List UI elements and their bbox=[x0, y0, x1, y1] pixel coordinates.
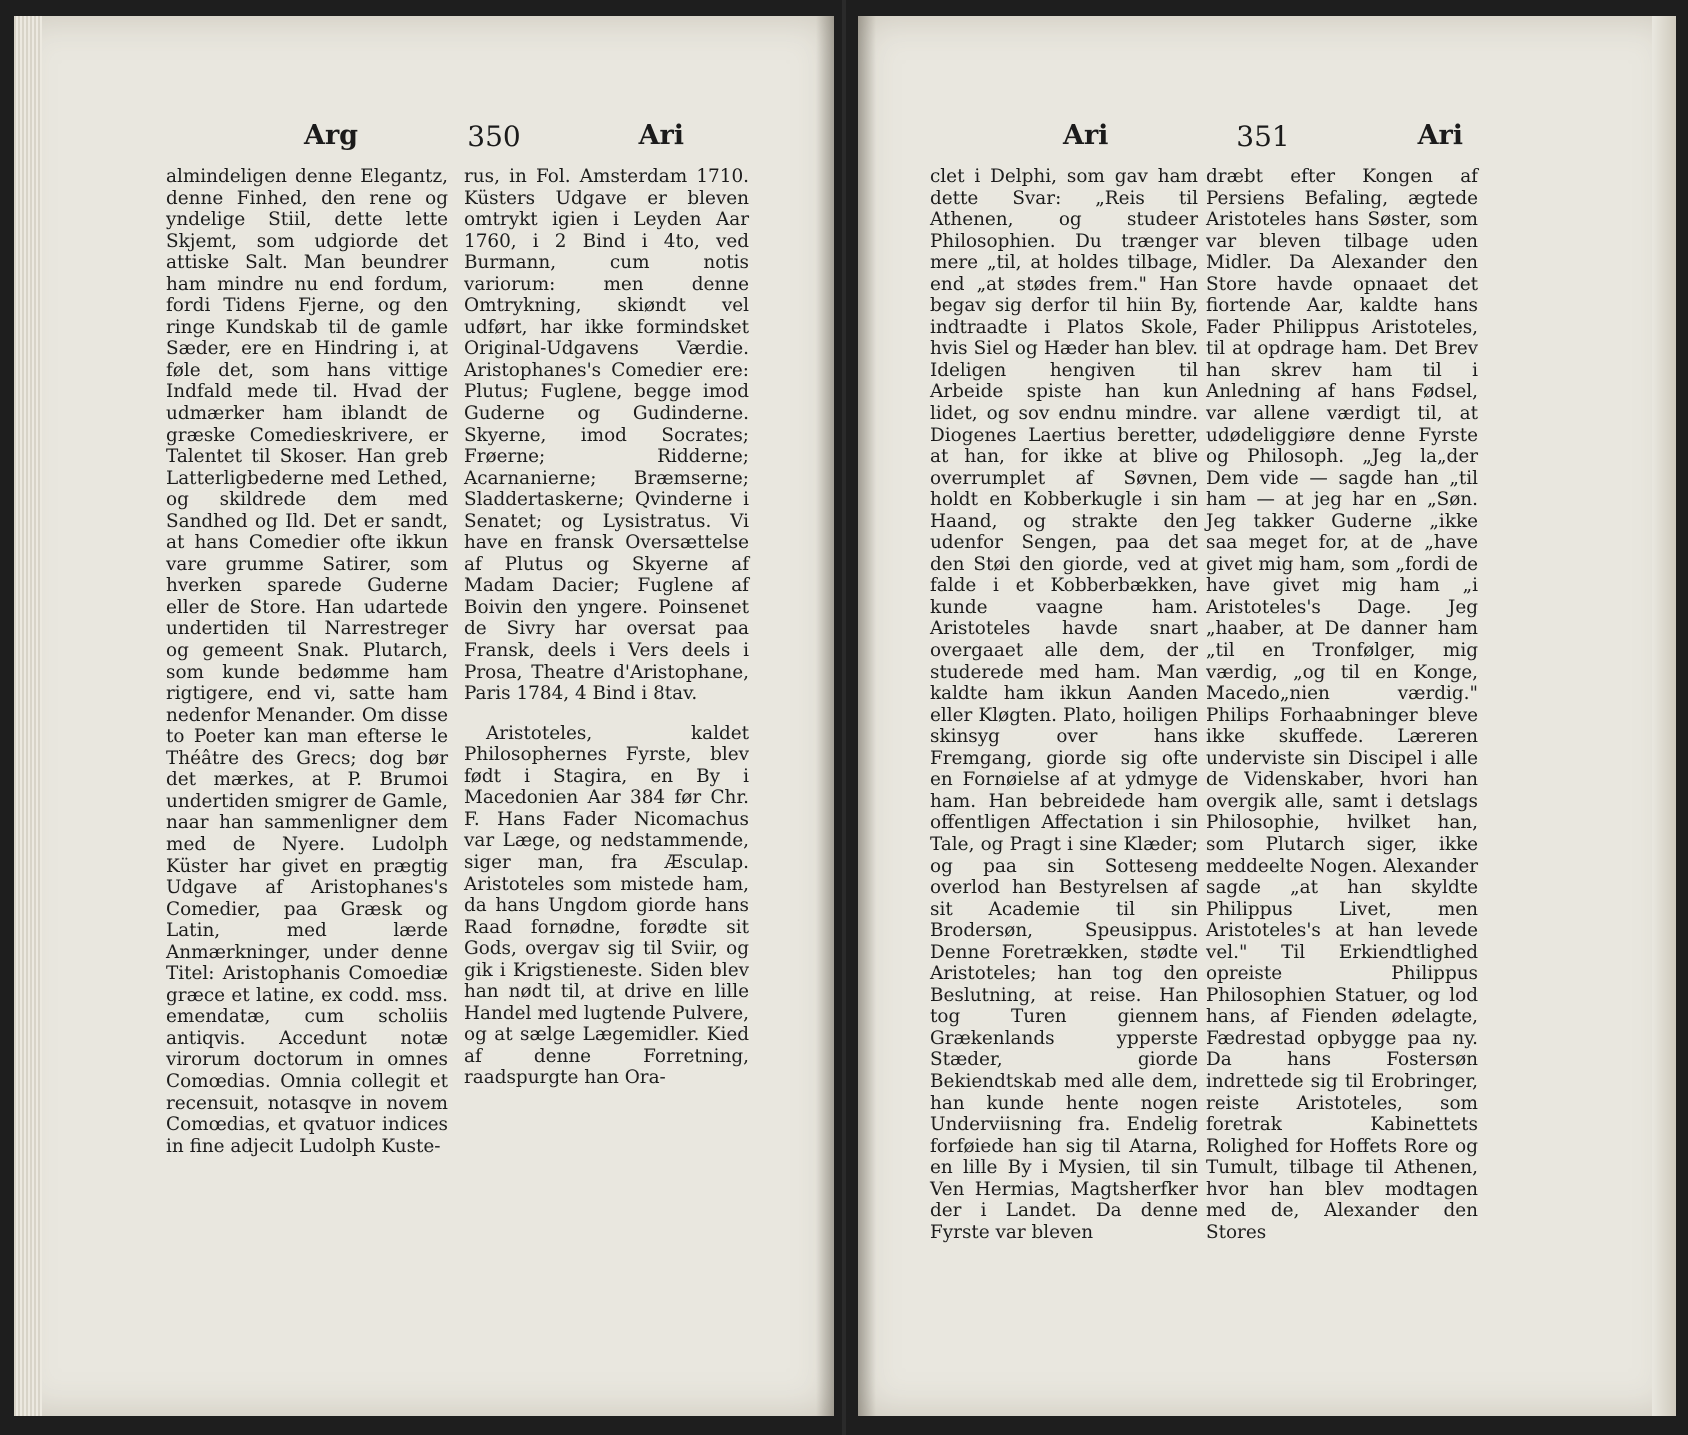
page-number: 351 bbox=[1236, 120, 1290, 153]
left-page bbox=[14, 16, 834, 1416]
text-column-left bbox=[166, 166, 448, 1157]
paragraph: clet i Delphi, som gav ham dette Svar: „Reis til Athenen, og studeer Philosophien. Du trænger mere „til, at holdes tilbage, end „at stødes frem." Han begav sig derfor til hiin By, indtraadte i Platos Skole, hvis Siel og Hæder han blev. Ideligen hengiven til Arbeide spiste han kun lidet, og sov endnu mindre. Diogenes Laertius beretter, at han, for ikke at blive overrumplet af Søvnen, holdt en Kobberkugle i sin Haand, og strakte den udenfor Sengen, paa det den Støi den giorde, ved at falde i et Kobberbækken, kunde vaagne ham. Aristoteles havde snart overgaaet alle dem, der studerede med ham. Man kaldte ham ikkun Aanden eller Kløgten. Plato, hoiligen skinsyg over hans Fremgang, giorde sig ofte en Fornøielse af at ydmyge ham. Han bebreidede ham offentligen Affectation i sin Tale, og Pragt i sine Klæder; og paa sin Sotteseng overlod han Bestyrelsen af sit Academie til sin Brodersøn, Speusippus. Denne Foretrækken, stødte Aristoteles; han tog den Beslutning, at reise. Han tog Turen giennem Grækenlands ypperste Stæder, giorde Bekiendtskab med alle dem, han kunde hente nogen Underviisning fra. Endelig forføiede han sig til Atarna, en lille By i Mysien, til sin Ven Hermias, Magtsherfker der i Landet. Da denne Fyrste var bleven bbox=[930, 166, 1198, 1243]
page-edge bbox=[1652, 16, 1676, 1416]
paragraph: almindeligen denne Elegantz, denne Finhed, den rene og yndelige Stiil, dette lette Skjemt, som udgiorde det attiske Salt. Man beundrer ham mindre nu end fordum, fordi Tidens Fjerne, og den ringe Kundskab til de gamle Sæder, ere en Hindring i, at føle det, som hans vittige Indfald mede til. Hvad der udmærker ham iblandt de græske Comedieskrivere, er Talentet til Skoser. Han greb Latterligbederne med Lethed, og skildrede dem med Sandhed og Ild. Det er sandt, at hans Comedier ofte ikkun vare grumme Satirer, som hverken sparede Guderne eller de Store. Han udartede undertiden til Narrestreger og gemeent Snak. Plutarch, som kunde bedømme ham rigtigere, end vi, satte ham nedenfor Menander. Om disse to Poeter kan man efterse le Théâtre des Grecs; dog bør det mærkes, at P. Brumoi undertiden smigrer de Gamle, naar han sammenligner dem med de Nyere. Ludolph Küster har givet en prægtig Udgave af Aristophanes's Comedier, paa Græsk og Latin, med lærde Anmærkninger, under denne Titel: Aristophanis Comoediæ græce et latine, ex codd. mss. emendatæ, cum scholiis antiqvis. Accedunt notæ virorum doctorum in omnes Comœdias. Omnia collegit et recensuit, notasqve in novem Comœdias, et qvatuor indices in fine adjecit Ludolph Kuste- bbox=[166, 166, 448, 1157]
running-head-left: Ari bbox=[1063, 120, 1109, 151]
text-column-right bbox=[464, 166, 749, 1089]
page-edge bbox=[14, 16, 42, 1416]
right-page bbox=[858, 16, 1676, 1416]
running-head-right: Ari bbox=[638, 120, 684, 151]
text-column-left bbox=[930, 166, 1198, 1243]
left-page-scan bbox=[0, 0, 842, 1435]
paragraph: dræbt efter Kongen af Persiens Befaling, ægtede Aristoteles hans Søster, som var bleven tilbage uden Midler. Da Alexander den Store havde opnaaet det fiortende Aar, kaldte hans Fader Philippus Aristoteles, til at opdrage ham. Det Brev han skrev ham til i Anledning af hans Fødsel, var allene værdigt til, at udødeliggiøre denne Fyrste og Philosoph. „Jeg la„der Dem vide — sagde han „til ham — at jeg har en „Søn. Jeg takker Guderne „ikke saa meget for, at de „have givet mig ham, som „fordi de have givet mig ham „i Aristoteles's Dage. Jeg „haaber, at De danner ham „til en Tronfølger, mig værdig, „og til en Konge, Macedo„nien værdig." Philips Forhaabninger bleve ikke skuffede. Læreren underviste sin Discipel i alle de Videnskaber, hvori han overgik alle, samt i detslags Philosophie, hvilket han, som Plutarch siger, ikke meddeelte Nogen. Alexander sagde „at han skyldte Philippus Livet, men Aristoteles's at han levede vel." Til Erkiendtlighed opreiste Philippus Philosophien Statuer, og lod hans, af Fienden ødelagte, Fædrestad opbygge paa ny. Da hans Fostersøn indrettede sig til Erobringer, reiste Aristoteles, som foretrak Kabinettets Rolighed for Hoffets Rore og Tumult, tilbage til Athenen, hvor han blev modtagen med de, Alexander den Stores bbox=[1206, 166, 1478, 1243]
text-column-right bbox=[1206, 166, 1478, 1243]
entry-aristoteles: Aristoteles, kaldet Philosophernes Fyrste, blev født i Stagira, en By i Macedonien Aar 384 før Chr. F. Hans Fader Nicomachus var Læge, og nedstammende, siger man, fra Æsculap. Aristoteles som mistede ham, da hans Ungdom giorde hans Raad fornødne, forødte sit Gods, overgav sig til Sviir, og gik i Krigstieneste. Siden blev han nødt til, at drive en lille Handel med lugtende Pulvere, og at sælge Lægemidler. Kied af denne Forretning, raadspurgte han Ora- bbox=[464, 722, 749, 1089]
page-number: 350 bbox=[467, 120, 521, 153]
running-head-left: Arg bbox=[304, 120, 359, 151]
gutter-shadow bbox=[816, 16, 834, 1416]
right-page-scan bbox=[846, 0, 1688, 1435]
running-head bbox=[304, 120, 684, 160]
gutter-shadow bbox=[858, 16, 876, 1416]
running-head bbox=[1063, 120, 1463, 160]
paragraph: rus, in Fol. Amsterdam 1710. Küsters Udgave er bleven omtrykt igien i Leyden Aar 1760, i 2 Bind i 4to, ved Burmann, cum notis variorum: men denne Omtrykning, skiøndt vel udført, har ikke formindsket Original-Udgavens Værdie. Aristophanes's Comedier ere: Plutus; Fuglene, begge imod Guderne og Gudinderne. Skyerne, imod Socrates; Frøerne; Ridderne; Acarnanierne; Bræmserne; Sladdertaskerne; Qvinderne i Senatet; og Lysistratus. Vi have en fransk Oversættelse af Plutus og Skyerne af Madam Dacier; Fuglene af Boivin den yngere. Poinsenet de Sivry har oversat paa Fransk, deels i Vers deels i Prosa, Theatre d'Aristophane, Paris 1784, 4 Bind i 8tav. bbox=[464, 166, 749, 705]
running-head-right: Ari bbox=[1417, 120, 1463, 151]
